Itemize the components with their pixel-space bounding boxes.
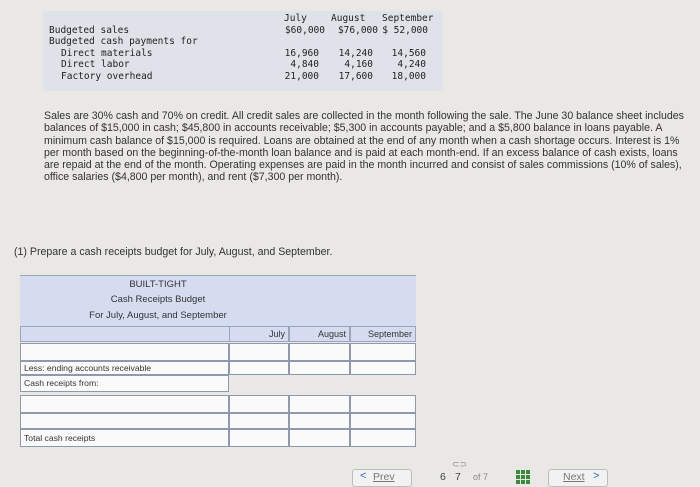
col-header-august: August xyxy=(289,326,350,342)
col-header-august: August xyxy=(331,13,366,24)
receipt-row1-july-input[interactable] xyxy=(229,395,289,413)
dl-august: 4,160 xyxy=(344,59,373,70)
prev-button[interactable] xyxy=(352,469,412,487)
page-count: of 7 xyxy=(473,472,489,482)
total-september-input[interactable] xyxy=(350,429,416,447)
total-august-input[interactable] xyxy=(289,429,350,447)
next-button[interactable] xyxy=(548,469,608,487)
budget-title: Cash Receipts Budget xyxy=(110,294,206,305)
sales-july: $60,000 xyxy=(284,25,325,36)
col-header-july: July xyxy=(229,326,289,342)
col-header-september: September xyxy=(382,13,434,24)
row1-label-input[interactable] xyxy=(20,343,229,361)
page-6-link[interactable]: 6 xyxy=(440,471,446,483)
sales-september: $ 52,000 xyxy=(382,25,428,36)
total-july-input[interactable] xyxy=(229,429,289,447)
fo-september: 18,000 xyxy=(391,71,426,82)
receipt-row2-label-input[interactable] xyxy=(20,413,229,429)
dm-august: 14,240 xyxy=(338,48,373,59)
part1-instruction: (1) Prepare a cash receipts budget for July, August, and September. xyxy=(14,246,333,258)
dl-september: 4,240 xyxy=(397,59,426,70)
page-7-link[interactable]: 7 xyxy=(455,471,461,483)
receipt-row2-july-input[interactable] xyxy=(229,413,289,429)
fo-july: 21,000 xyxy=(284,71,319,82)
cash-receipts-budget-table xyxy=(20,275,416,447)
less-ar-september-input[interactable] xyxy=(350,361,416,375)
less-ar-text: Less: ending accounts receivable xyxy=(24,363,152,373)
page-navigation xyxy=(0,459,700,487)
fo-august: 17,600 xyxy=(338,71,373,82)
direct-labor-label: Direct labor xyxy=(61,59,130,70)
chevron-left-icon: < xyxy=(360,470,367,482)
prev-label: Prev xyxy=(373,471,395,483)
receipt-row1-label-input[interactable] xyxy=(20,395,229,413)
direct-materials-label: Direct materials xyxy=(61,48,153,59)
total-receipts-label xyxy=(20,429,229,447)
label-column-header xyxy=(20,326,229,342)
grid-icon[interactable] xyxy=(516,470,531,484)
budget-period: For July, August, and September xyxy=(89,310,227,321)
receipt-row2-august-input[interactable] xyxy=(289,413,350,429)
problem-description: Sales are 30% cash and 70% on credit. All credit sales are collected in the month following the sale. The June 30 balance sheet includes balances of $15,000 in cash; $45,800 in accounts receivable; $5,300 in accounts payable; and a $5,800 balance in loans payable. A minimum cash balance of $15,000 is required. Loans are obtained at the end of any month when a cash shortage occurs. Interest is 1% per month based on the beginning-of-the-month loan balance and is paid at each month-end. If an excess balance of cash exists, loans are repaid at the end of the month. Operating expenses are paid in the month incurred and consist of sales commissions (10% of sales), office salaries ($4,800 per month), and rent ($7,300 per month). xyxy=(44,110,684,184)
receipts-from-text: Cash receipts from: xyxy=(24,378,99,388)
less-ar-july-input[interactable] xyxy=(229,361,289,375)
company-name: BUILT-TIGHT xyxy=(129,279,187,290)
less-ar-label xyxy=(20,361,229,375)
row1-july-input[interactable] xyxy=(229,343,289,361)
col-header-july: July xyxy=(284,13,307,24)
dm-july: 16,960 xyxy=(284,48,319,59)
dm-september: 14,560 xyxy=(391,48,426,59)
row1-august-input[interactable] xyxy=(289,343,350,361)
receipt-row1-september-input[interactable] xyxy=(350,395,416,413)
table-header-block xyxy=(20,275,416,327)
budgeted-sales-label: Budgeted sales xyxy=(49,25,130,36)
next-label: Next xyxy=(563,471,585,483)
row1-september-input[interactable] xyxy=(350,343,416,361)
payments-header: Budgeted cash payments for xyxy=(49,36,198,47)
col-header-september: September xyxy=(350,326,416,342)
receipts-from-label xyxy=(20,375,229,392)
link-icon: ⊂⊃ xyxy=(452,459,468,469)
less-ar-august-input[interactable] xyxy=(289,361,350,375)
dl-july: 4,840 xyxy=(290,59,319,70)
sales-august: $76,000 xyxy=(337,25,378,36)
budget-data-panel xyxy=(43,11,443,91)
chevron-right-icon: > xyxy=(593,470,600,482)
factory-overhead-label: Factory overhead xyxy=(61,71,153,82)
receipt-row1-august-input[interactable] xyxy=(289,395,350,413)
receipt-row2-september-input[interactable] xyxy=(350,413,416,429)
total-receipts-text: Total cash receipts xyxy=(24,433,96,443)
